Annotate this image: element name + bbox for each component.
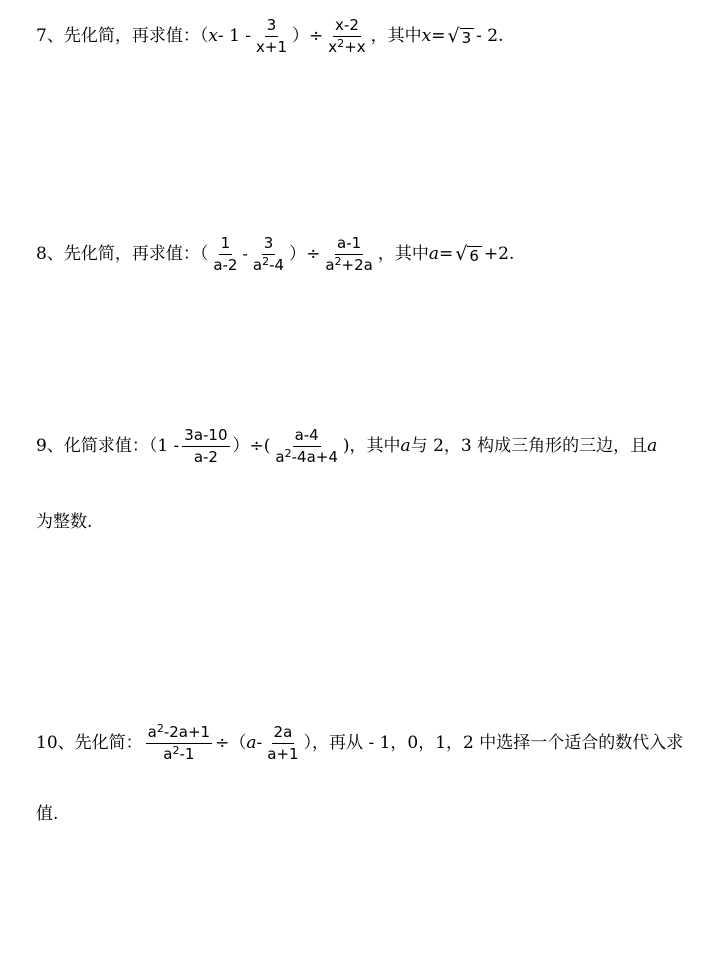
fraction-3-over-a2-minus-4: $\frac{3}{a^2-4}$	[252, 234, 285, 274]
problem-8	[36, 236, 514, 273]
problem-9-continuation: 为整数.	[36, 512, 93, 532]
var-a: a	[400, 436, 411, 456]
problem-10-continuation: 值.	[36, 804, 59, 824]
fraction-a-minus-1-over-a2-plus-2a: $\frac{a-1}{a^2+2a}$	[325, 234, 373, 274]
condition-suffix: +2.	[483, 244, 515, 264]
fraction-a-minus-4-over-a2-minus-4a-plus-4: $\frac{a-4}{a^2-4a+4}$	[275, 426, 338, 466]
close-paren-divide: ）÷	[292, 26, 324, 46]
close-paren-divide: ）÷(	[232, 436, 271, 456]
problem-9-head: 9、化简求值：（1 -	[36, 436, 180, 456]
problem-10-head: 10、先化简：	[36, 733, 143, 753]
fraction-x-minus-2-over-x2-plus-x: $\frac{x-2}{x^2+x}$	[328, 16, 366, 56]
var-x: x	[421, 26, 432, 46]
problem-10	[36, 722, 684, 763]
sqrt-3: √ 3	[447, 27, 474, 46]
minus-one: - 1 -	[217, 26, 252, 46]
fraction-1-over-a-minus-2: $\frac{1}{a-2}$	[213, 234, 238, 274]
fraction-2a-over-a-plus-1: $\frac{2a}{a+1}$	[267, 723, 299, 763]
fraction-a2-minus-2a-plus-1-over-a2-minus-1: $\frac{a^2-2a+1}{a^2-1}$	[147, 722, 211, 763]
var-a: a	[647, 436, 658, 456]
equals-sign: =	[431, 26, 446, 46]
condition-prefix: )，其中	[342, 436, 401, 456]
minus-sign: -	[256, 733, 263, 753]
minus-sign: -	[242, 245, 248, 263]
condition-middle: 与 2，3 构成三角形的三边，且	[410, 436, 648, 456]
problem-7	[36, 18, 504, 55]
var-a: a	[428, 244, 439, 264]
var-a: a	[246, 733, 257, 753]
var-x: x	[208, 26, 218, 46]
fraction-3-over-x-plus-1: $\frac{3}{x+1}$	[256, 16, 288, 56]
condition-prefix: ，其中	[370, 26, 422, 46]
close-paren-divide: ）÷	[289, 244, 321, 264]
fraction-3a-minus-10-over-a-minus-2: $\frac{3a-10}{a-2}$	[184, 426, 228, 466]
problem-8-head: 8、先化简，再求值：（	[36, 244, 209, 264]
equals-sign: =	[438, 244, 454, 264]
problem-7-head: 7、先化简，再求值：（	[36, 26, 209, 46]
condition-suffix: - 2.	[476, 26, 504, 46]
sqrt-6: √ 6	[455, 245, 482, 264]
condition-prefix: ，其中	[377, 244, 429, 264]
divide-open-paren: ÷（	[215, 733, 247, 753]
problem-10-tail: ），再从 - 1，0，1，2 中选择一个适合的数代入求	[303, 733, 684, 753]
problem-9	[36, 428, 657, 465]
